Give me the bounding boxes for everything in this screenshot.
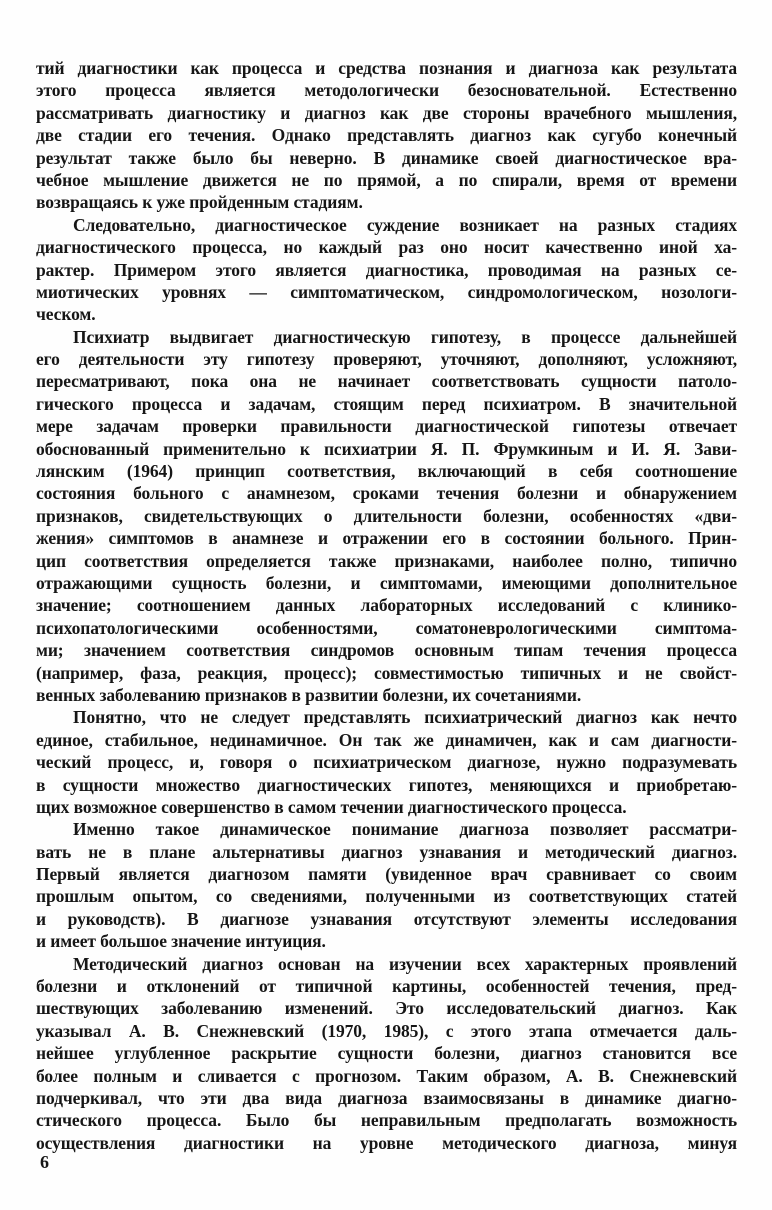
- text-line: рассматривать диагностику и диагноз как две стороны врачебного мышления,: [36, 102, 737, 123]
- text-line: результат также было бы неверно. В динамике своей диагностическое вра-: [36, 147, 737, 168]
- text-line: психопатологическими особенностями, соматоневрологическими симптома-: [36, 617, 737, 638]
- text-line: ческий процесс, и, говоря о психиатрическом диагнозе, нужно подразумевать: [36, 752, 737, 773]
- text-line: шествующих заболеванию изменений. Это исследовательский диагноз. Как: [36, 998, 737, 1019]
- text-line: жения» симптомов в анамнезе и отражении его в состоянии больного. Прин-: [36, 528, 737, 549]
- text-line: единое, стабильное, нединамичное. Он так же динамичен, как и сам диагности-: [36, 729, 737, 750]
- text-line: чебное мышление движется не по прямой, а по спирали, время от времени: [36, 169, 737, 190]
- text-line: гического процесса и задачам, стоящим перед психиатром. В значительной: [36, 393, 737, 414]
- text-line: в сущности множество диагностических гипотез, меняющихся и приобретаю-: [36, 774, 737, 795]
- text-line: мере задачам проверки правильности диагностической гипотезы отвечает: [36, 416, 737, 437]
- text-line: венных заболеванию признаков в развитии болезни, их сочетаниями.: [36, 684, 582, 705]
- text-line: указывал А. В. Снежневский (1970, 1985), с этого этапа отмечается даль-: [36, 1020, 737, 1041]
- text-line: Первый является диагнозом памяти (увиденное врач сравнивает со своим: [36, 864, 737, 885]
- text-line: стического процесса. Было бы неправильным предполагать возможность: [36, 1110, 737, 1131]
- text-line: болезни и отклонений от типичной картины, особенностей течения, пред-: [36, 976, 737, 997]
- text-line: значение; соотношением данных лабораторных исследований с клинико-: [36, 595, 737, 616]
- paragraph: [36, 214, 737, 326]
- text-line: (например, фаза, реакция, процесс); совместимостью типичных и не свойст-: [36, 662, 737, 683]
- text-line: ми; значением соответствия синдромов основным типам течения процесса: [36, 640, 737, 661]
- text-line: и имеет большое значение интуиция.: [36, 931, 326, 952]
- paragraph: [36, 326, 737, 707]
- text-line: тий диагностики как процесса и средства познания и диагноза как результата: [36, 58, 737, 78]
- text-line: вать не в плане альтернативы диагноз узнавания и методический диагноз.: [36, 841, 737, 862]
- text-line: Следовательно, диагностическое суждение возникает на разных стадиях: [73, 214, 737, 235]
- text-line: Именно такое динамическое понимание диагноза позволяет рассматри-: [73, 819, 737, 840]
- text-line: пересматривают, пока она не начинает соответствовать сущности патоло-: [36, 371, 737, 392]
- text-line: возвращаясь к уже пройденным стадиям.: [36, 192, 363, 213]
- paragraph: [36, 818, 737, 952]
- text-line: щих возможное совершенство в самом течении диагностического процесса.: [36, 796, 627, 817]
- text-line: обоснованный применительно к психиатрии Я. П. Фрумкиным и И. Я. Зави-: [36, 438, 737, 459]
- text-line: ческом.: [36, 304, 96, 325]
- text-line: признаков, свидетельствующих о длительности болезни, особенностях «дви-: [36, 505, 737, 526]
- text-line: и руководств). В диагнозе узнавания отсутствуют элементы исследования: [36, 908, 737, 929]
- paragraph: [36, 953, 737, 1155]
- text-line: более полным и сливается с прогнозом. Таким образом, А. В. Снежневский: [36, 1065, 737, 1086]
- text-line: нейшее углубленное раскрытие сущности болезни, диагноз становится все: [36, 1043, 737, 1064]
- text-line: этого процесса является методологически безосновательной. Естественно: [36, 80, 737, 101]
- text-line: подчеркивал, что эти два вида диагноза взаимосвязаны в динамике диагно-: [36, 1087, 737, 1108]
- paragraph: [36, 706, 737, 818]
- body-text: [36, 57, 737, 1154]
- text-line: осуществления диагностики на уровне методического диагноза, минуя: [36, 1132, 737, 1153]
- text-line: Психиатр выдвигает диагностическую гипотезу, в процессе дальнейшей: [73, 326, 737, 347]
- text-line: рактер. Примером этого является диагностика, проводимая на разных се-: [36, 259, 737, 280]
- text-line: лянским (1964) принцип соответствия, включающий в себя соотношение: [36, 461, 737, 482]
- text-line: отражающими сущность болезни, и симптомами, имеющими дополнительное: [36, 572, 737, 593]
- page-number: 6: [40, 1152, 49, 1172]
- text-line: диагностического процесса, но каждый раз оно носит качественно иной ха-: [36, 237, 737, 258]
- paragraph: [36, 57, 737, 214]
- text-line: миотических уровнях — симптоматическом, синдромологическом, нозологи-: [36, 281, 737, 302]
- text-line: прошлым опытом, со сведениями, полученными из соответствующих статей: [36, 886, 737, 907]
- text-line: состояния больного с анамнезом, сроками течения болезни и обнаружением: [36, 483, 737, 504]
- text-line: Методический диагноз основан на изучении всех характерных проявлений: [73, 953, 737, 974]
- text-line: Понятно, что не следует представлять психиатрический диагноз как нечто: [73, 707, 737, 728]
- text-line: его деятельности эту гипотезу проверяют, уточняют, дополняют, усложняют,: [36, 349, 737, 370]
- text-line: цип соответствия определяется также признаками, наиболее полно, типично: [36, 550, 737, 571]
- text-line: две стадии его течения. Однако представлять диагноз как сугубо конечный: [36, 125, 737, 146]
